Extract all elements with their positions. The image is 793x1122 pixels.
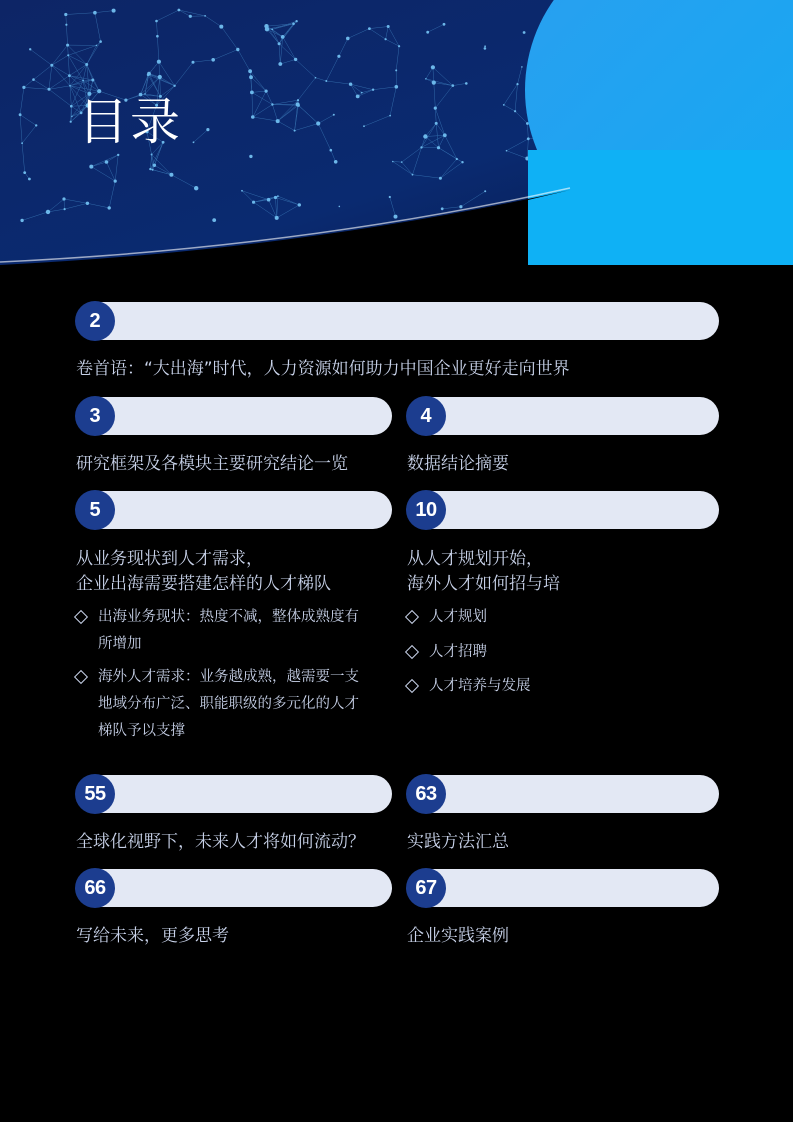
section-title[interactable]: 研究框架及各模块主要研究结论一览 <box>76 454 348 474</box>
section-title[interactable]: 实践方法汇总 <box>407 832 509 852</box>
page-number-badge[interactable]: 5 <box>75 490 115 530</box>
section-title-line1[interactable]: 从业务现状到人才需求， <box>76 549 263 569</box>
bullet-text: 地域分布广泛、职能职级的多元化的人才 <box>98 696 359 712</box>
bullet-text: 出海业务现状：热度不减，整体成熟度有 <box>98 609 359 625</box>
bullet-item <box>407 673 707 700</box>
bullet-text: 海外人才需求：业务越成熟，越需要一支 <box>98 669 359 685</box>
section-bar <box>76 491 392 529</box>
section-bar <box>76 302 719 340</box>
section-title-line2[interactable]: 海外人才如何招与培 <box>407 574 560 594</box>
page-number-badge[interactable]: 10 <box>406 490 446 530</box>
page-number-badge[interactable]: 66 <box>75 868 115 908</box>
section-title[interactable]: 写给未来，更多思考 <box>76 926 229 946</box>
page-number-badge[interactable]: 63 <box>406 774 446 814</box>
section-bar <box>76 775 392 813</box>
bullet-text: 人才培养与发展 <box>429 678 531 694</box>
section-title[interactable]: 数据结论摘要 <box>407 454 509 474</box>
page-number-badge[interactable]: 55 <box>75 774 115 814</box>
bullet-text: 人才规划 <box>429 609 487 625</box>
section-title[interactable]: 企业实践案例 <box>407 926 509 946</box>
section-bar <box>407 775 719 813</box>
section-bar <box>76 397 392 435</box>
section-bar <box>407 869 719 907</box>
section-bar <box>407 491 719 529</box>
bullet-item <box>407 604 707 631</box>
bullet-item <box>76 604 396 658</box>
section-title-line2[interactable]: 企业出海需要搭建怎样的人才梯队 <box>76 574 331 594</box>
bullet-item <box>407 639 707 666</box>
bullet-text: 梯队予以支撑 <box>98 723 185 739</box>
page-number-badge[interactable]: 3 <box>75 396 115 436</box>
section-bar <box>407 397 719 435</box>
section-title[interactable]: 卷首语：“大出海”时代，人力资源如何助力中国企业更好走向世界 <box>76 359 570 379</box>
section-bar <box>76 869 392 907</box>
bullet-item <box>76 664 396 745</box>
bullet-text: 所增加 <box>98 636 142 652</box>
page-title: 目录 <box>78 93 182 151</box>
section-title-line1[interactable]: 从人才规划开始， <box>407 549 543 569</box>
page-number-badge[interactable]: 67 <box>406 868 446 908</box>
section-title[interactable]: 全球化视野下，未来人才将如何流动？ <box>76 832 365 852</box>
header-banner <box>0 0 793 265</box>
page-number-badge[interactable]: 4 <box>406 396 446 436</box>
page-number-badge[interactable]: 2 <box>75 301 115 341</box>
bullet-text: 人才招聘 <box>429 644 487 660</box>
